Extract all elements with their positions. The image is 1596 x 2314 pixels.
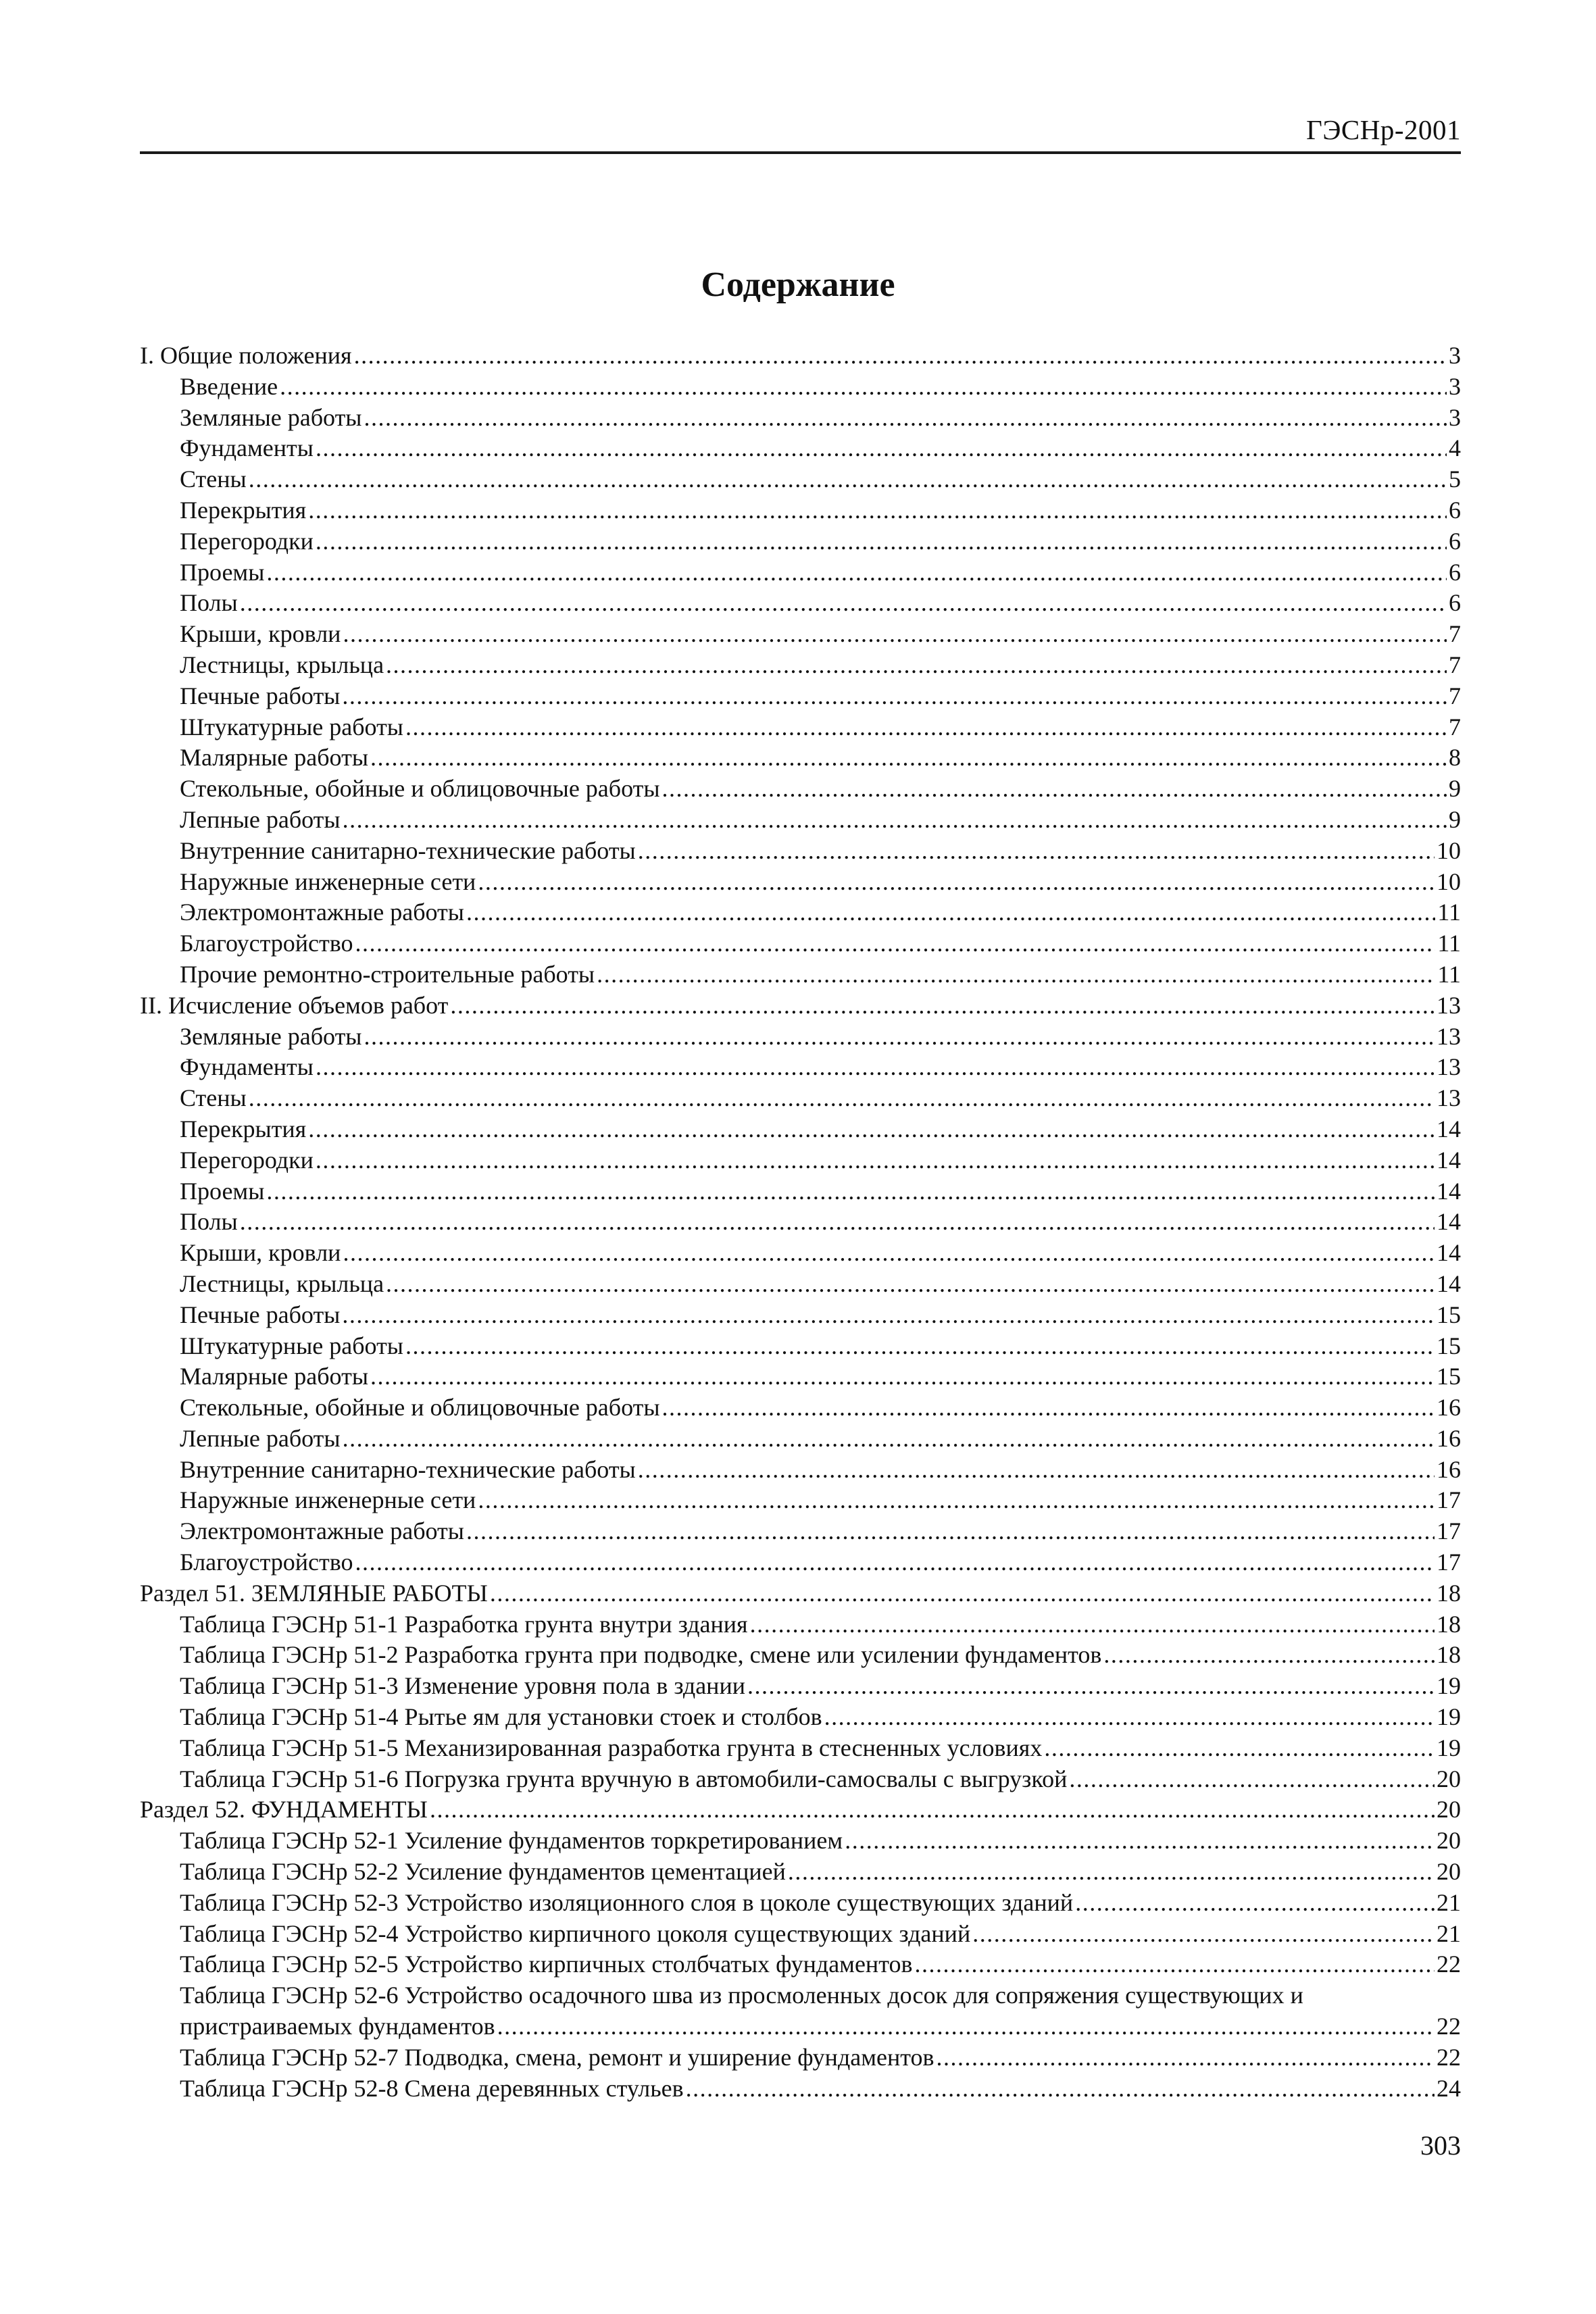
toc-entry <box>140 929 1461 960</box>
toc-entry-label: Таблица ГЭСНр 52-2 Усиление фундаментов цементацией <box>180 1858 786 1886</box>
toc-entry-label: Штукатурные работы <box>180 1332 403 1359</box>
dot-leader <box>343 1424 1435 1453</box>
toc-entry-label: Введение <box>180 372 278 400</box>
toc-entry-page: 3 <box>1449 403 1461 431</box>
toc-entry-page: 14 <box>1437 1115 1461 1142</box>
toc-entry <box>140 1795 1461 1826</box>
toc-entry <box>140 805 1461 836</box>
dot-leader <box>364 403 1447 432</box>
page-title: Содержание <box>701 266 895 304</box>
toc-entry <box>140 1238 1461 1269</box>
document-code: ГЭСНр-2001 <box>1306 114 1461 145</box>
toc-entry-label: Печные работы <box>180 682 341 709</box>
toc-entry-page: 14 <box>1437 1177 1461 1205</box>
toc-entry-label: пристраиваемых фундаментов <box>180 2013 495 2040</box>
toc-entry-label: Таблица ГЭСНр 52-1 Усиление фундаментов торкретированием <box>180 1827 843 1855</box>
dot-leader <box>450 991 1435 1020</box>
toc-entry <box>140 1084 1461 1115</box>
toc-entry-label: I. Общие положения <box>140 342 352 369</box>
toc-entry <box>140 898 1461 929</box>
toc-entry <box>140 1301 1461 1332</box>
dot-leader <box>466 1517 1435 1545</box>
toc-entry <box>140 1053 1461 1084</box>
toc-entry-page: 17 <box>1437 1486 1461 1514</box>
dot-leader <box>316 1053 1435 1081</box>
toc-entry-page: 14 <box>1437 1146 1461 1174</box>
toc-entry-page: 22 <box>1437 1951 1461 1978</box>
toc-entry <box>140 1115 1461 1146</box>
toc-entry-label: Фундаменты <box>180 434 314 462</box>
toc-entry <box>140 2043 1461 2074</box>
toc-entry-label: Таблица ГЭСНр 52-7 Подводка, смена, ремонт и уширение фундаментов <box>180 2043 934 2071</box>
toc-entry-label: Перегородки <box>180 1146 314 1174</box>
toc-entry-page: 4 <box>1449 434 1461 462</box>
dot-leader <box>686 2074 1435 2103</box>
toc-entry <box>140 960 1461 991</box>
dot-leader <box>478 1486 1435 1514</box>
toc-entry-label: Таблица ГЭСНр 52-8 Смена деревянных стульев <box>180 2074 684 2102</box>
toc-entry-label: Крыши, кровли <box>180 1239 341 1267</box>
toc-entry-page: 19 <box>1437 1703 1461 1731</box>
dot-leader <box>308 496 1447 524</box>
toc-entry <box>140 1146 1461 1177</box>
dot-leader <box>266 558 1447 586</box>
toc-entry-page: 17 <box>1437 1517 1461 1545</box>
dot-leader <box>316 434 1447 462</box>
toc-entry <box>140 1579 1461 1610</box>
dot-leader <box>342 1301 1435 1329</box>
toc-entry <box>140 867 1461 899</box>
dot-leader <box>1075 1888 1435 1917</box>
toc-entry-page: 21 <box>1437 1919 1461 1947</box>
toc-entry-label: Раздел 51. ЗЕМЛЯНЫЕ РАБОТЫ <box>140 1579 488 1607</box>
toc-entry-page: 7 <box>1449 682 1461 709</box>
dot-leader <box>355 1548 1435 1576</box>
toc-entry-page: 10 <box>1437 836 1461 864</box>
toc-entry-page: 19 <box>1437 1672 1461 1700</box>
running-header <box>140 108 1461 154</box>
toc-entry-page: 11 <box>1437 930 1461 957</box>
toc-entry <box>140 620 1461 651</box>
toc-entry <box>140 1269 1461 1301</box>
toc-entry-page: 6 <box>1449 527 1461 555</box>
dot-leader <box>370 1362 1435 1390</box>
toc-entry-label: Проемы <box>180 1177 265 1205</box>
toc-entry <box>140 774 1461 805</box>
toc-entry-label: Лестницы, крыльца <box>180 651 384 678</box>
toc-entry-page: 18 <box>1437 1641 1461 1669</box>
toc-entry <box>140 1950 1461 1981</box>
toc-entry-page: 16 <box>1437 1455 1461 1483</box>
toc-entry-page: 14 <box>1437 1239 1461 1267</box>
toc-entry-page: 13 <box>1437 991 1461 1019</box>
toc-entry-label: Крыши, кровли <box>180 620 341 648</box>
toc-entry-page: 14 <box>1437 1208 1461 1236</box>
toc-entry-label: Лепные работы <box>180 805 341 833</box>
toc-entry-label: Раздел 52. ФУНДАМЕНТЫ <box>140 1796 428 1823</box>
toc-entry <box>140 836 1461 867</box>
dot-leader <box>343 1238 1435 1267</box>
dot-leader <box>845 1826 1435 1855</box>
toc-entry-label: Стены <box>180 1084 247 1112</box>
toc-entry-label: Таблица ГЭСНр 52-6 Устройство осадочного шва из просмоленных досок для сопряжения существующих и <box>180 1982 1303 2009</box>
toc-entry-label: Лестницы, крыльца <box>180 1269 384 1297</box>
toc-entry-page: 20 <box>1437 1858 1461 1886</box>
toc-entry-page: 17 <box>1437 1549 1461 1576</box>
toc-entry-label: Малярные работы <box>180 744 368 772</box>
dot-leader <box>316 1146 1435 1174</box>
toc-entry-label: Таблица ГЭСНр 51-3 Изменение уровня пола в здании <box>180 1672 745 1700</box>
dot-leader <box>638 1455 1435 1484</box>
toc-entry <box>140 403 1461 434</box>
toc-entry-page: 6 <box>1449 589 1461 617</box>
dot-leader <box>597 960 1435 988</box>
toc-entry <box>140 1332 1461 1363</box>
toc-entry <box>140 465 1461 496</box>
toc-entry-label: Перекрытия <box>180 496 307 524</box>
toc-entry-label: II. Исчисление объемов работ <box>140 991 449 1019</box>
dot-leader <box>478 867 1435 896</box>
dot-leader <box>342 682 1447 710</box>
dot-leader <box>914 1950 1435 1978</box>
toc-entry-label: Перекрытия <box>180 1115 307 1142</box>
toc-entry <box>140 713 1461 744</box>
toc-entry-page: 20 <box>1437 1796 1461 1823</box>
toc-entry <box>140 434 1461 465</box>
toc-entry-page: 19 <box>1437 1734 1461 1761</box>
toc-entry <box>140 651 1461 682</box>
dot-leader <box>430 1795 1435 1823</box>
dot-leader <box>662 1393 1435 1422</box>
toc-entry-label: Благоустройство <box>180 930 353 957</box>
dot-leader <box>343 805 1447 834</box>
toc-entry-page: 13 <box>1437 1022 1461 1050</box>
toc-entry <box>140 1022 1461 1053</box>
toc-entry-page: 6 <box>1449 558 1461 586</box>
dot-leader <box>370 743 1447 772</box>
toc-entry-label: Стекольные, обойные и облицовочные работы <box>180 1394 660 1422</box>
toc-entry <box>140 372 1461 403</box>
toc-entry-label: Полы <box>180 589 238 617</box>
dot-leader <box>280 372 1447 401</box>
toc-entry-page: 13 <box>1437 1084 1461 1112</box>
toc-entry-label: Штукатурные работы <box>180 713 403 740</box>
toc-entry <box>140 1455 1461 1486</box>
dot-leader <box>937 2043 1435 2071</box>
toc-entry <box>140 341 1461 372</box>
toc-entry-page: 14 <box>1437 1269 1461 1297</box>
toc-entry-page: 21 <box>1437 1888 1461 1916</box>
toc-entry <box>140 1393 1461 1424</box>
dot-leader <box>354 341 1447 370</box>
dot-leader <box>638 836 1435 865</box>
dot-leader <box>788 1857 1435 1886</box>
toc-entry <box>140 1610 1461 1641</box>
toc-entry-label: Наружные инженерные сети <box>180 1486 476 1514</box>
dot-leader <box>972 1919 1435 1948</box>
toc-entry-label: Таблица ГЭСНр 51-2 Разработка грунта при подводке, смене или усилении фундаментов <box>180 1641 1102 1669</box>
toc-entry-page: 22 <box>1437 2013 1461 2040</box>
toc-entry-label: Земляные работы <box>180 403 362 431</box>
toc-entry <box>140 1981 1461 2012</box>
toc-entry-page: 20 <box>1437 1765 1461 1792</box>
toc-entry <box>140 1207 1461 1238</box>
toc-entry <box>140 1177 1461 1208</box>
toc-entry-page: 7 <box>1449 651 1461 678</box>
toc-entry <box>140 1517 1461 1548</box>
toc-entry-label: Проемы <box>180 558 265 586</box>
toc-entry-label: Фундаменты <box>180 1053 314 1081</box>
toc-entry-label: Таблица ГЭСНр 51-6 Погрузка грунта вручную в автомобили-самосвалы с выгрузкой <box>180 1765 1068 1792</box>
toc-entry-page: 11 <box>1437 899 1461 926</box>
dot-leader <box>1044 1734 1435 1762</box>
toc-entry-label: Внутренние санитарно-технические работы <box>180 1455 636 1483</box>
dot-leader <box>316 527 1447 555</box>
toc-entry <box>140 2012 1461 2043</box>
dot-leader <box>824 1703 1435 1731</box>
toc-entry-label: Таблица ГЭСНр 52-4 Устройство кирпичного цоколя существующих зданий <box>180 1919 971 1947</box>
toc-entry <box>140 1548 1461 1579</box>
toc-entry-page: 20 <box>1437 1827 1461 1855</box>
toc-entry-label: Электромонтажные работы <box>180 899 464 926</box>
toc-entry <box>140 991 1461 1022</box>
dot-leader <box>1069 1765 1435 1793</box>
toc-entry-page: 7 <box>1449 620 1461 648</box>
toc-entry-label: Таблица ГЭСНр 51-5 Механизированная разработка грунта в стесненных условиях <box>180 1734 1043 1761</box>
toc-entry-page: 9 <box>1449 775 1461 803</box>
toc-entry <box>140 1857 1461 1888</box>
toc-entry-label: Полы <box>180 1208 238 1236</box>
toc-entry <box>140 1640 1461 1671</box>
toc-entry-label: Электромонтажные работы <box>180 1517 464 1545</box>
dot-leader <box>466 898 1435 926</box>
toc-entry-label: Земляные работы <box>180 1022 362 1050</box>
dot-leader <box>266 1177 1435 1205</box>
toc-entry-label: Печные работы <box>180 1301 341 1328</box>
table-of-contents <box>140 341 1461 2105</box>
dot-leader <box>240 588 1447 617</box>
dot-leader <box>308 1115 1435 1143</box>
toc-entry-label: Таблица ГЭСНр 51-1 Разработка грунта внутри здания <box>180 1610 748 1638</box>
toc-entry-page: 3 <box>1449 342 1461 369</box>
dot-leader <box>497 2012 1435 2040</box>
dot-leader <box>490 1579 1435 1607</box>
dot-leader <box>747 1671 1435 1700</box>
toc-entry <box>140 2074 1461 2105</box>
toc-entry-page: 6 <box>1449 496 1461 524</box>
toc-entry <box>140 1765 1461 1796</box>
toc-entry <box>140 1734 1461 1765</box>
toc-entry <box>140 1919 1461 1951</box>
toc-entry-label: Стекольные, обойные и облицовочные работы <box>180 775 660 803</box>
toc-entry-page: 16 <box>1437 1394 1461 1422</box>
toc-entry-page: 5 <box>1449 466 1461 493</box>
page-number: 303 <box>1420 2130 1461 2161</box>
toc-entry-label: Перегородки <box>180 527 314 555</box>
toc-entry <box>140 496 1461 527</box>
toc-entry-page: 10 <box>1437 867 1461 895</box>
toc-entry-label: Наружные инженерные сети <box>180 867 476 895</box>
toc-entry-page: 18 <box>1437 1610 1461 1638</box>
toc-entry <box>140 527 1461 558</box>
toc-entry-label: Стены <box>180 466 247 493</box>
toc-entry-page: 15 <box>1437 1363 1461 1390</box>
toc-entry-label: Прочие ремонтно-строительные работы <box>180 960 595 988</box>
dot-leader <box>386 651 1447 679</box>
dot-leader <box>750 1610 1435 1638</box>
toc-entry-page: 11 <box>1437 960 1461 988</box>
dot-leader <box>355 929 1436 957</box>
toc-entry <box>140 1486 1461 1517</box>
dot-leader <box>249 465 1447 493</box>
toc-entry <box>140 588 1461 620</box>
dot-leader <box>662 774 1447 803</box>
dot-leader <box>405 713 1447 741</box>
dot-leader <box>364 1022 1435 1051</box>
dot-leader <box>405 1332 1435 1360</box>
toc-entry-label: Внутренние санитарно-технические работы <box>180 836 636 864</box>
dot-leader <box>249 1084 1435 1112</box>
toc-entry-page: 16 <box>1437 1424 1461 1452</box>
toc-entry <box>140 1888 1461 1919</box>
toc-entry <box>140 1671 1461 1703</box>
toc-entry-page: 8 <box>1449 744 1461 772</box>
toc-entry-page: 22 <box>1437 2043 1461 2071</box>
toc-entry <box>140 1826 1461 1857</box>
toc-entry-label: Благоустройство <box>180 1549 353 1576</box>
toc-entry-label: Таблица ГЭСНр 51-4 Рытье ям для установки стоек и столбов <box>180 1703 822 1731</box>
toc-entry <box>140 1424 1461 1455</box>
dot-leader <box>343 620 1447 648</box>
toc-entry-page: 7 <box>1449 713 1461 740</box>
toc-entry-label: Таблица ГЭСНр 52-5 Устройство кирпичных столбчатых фундаментов <box>180 1951 913 1978</box>
toc-entry-label: Малярные работы <box>180 1363 368 1390</box>
toc-entry <box>140 743 1461 774</box>
dot-leader <box>386 1269 1435 1298</box>
toc-entry-page: 15 <box>1437 1332 1461 1359</box>
dot-leader <box>1103 1640 1435 1669</box>
toc-entry-page: 24 <box>1437 2074 1461 2102</box>
toc-entry-page: 9 <box>1449 805 1461 833</box>
toc-entry-page: 15 <box>1437 1301 1461 1328</box>
dot-leader <box>240 1207 1435 1236</box>
toc-entry-page: 13 <box>1437 1053 1461 1081</box>
toc-entry-label: Лепные работы <box>180 1424 341 1452</box>
toc-entry <box>140 1703 1461 1734</box>
toc-entry-page: 18 <box>1437 1579 1461 1607</box>
toc-entry-label: Таблица ГЭСНр 52-3 Устройство изоляционного слоя в цоколе существующих зданий <box>180 1888 1074 1916</box>
toc-entry <box>140 558 1461 589</box>
toc-entry-page: 3 <box>1449 372 1461 400</box>
toc-entry <box>140 1362 1461 1393</box>
toc-entry <box>140 682 1461 713</box>
